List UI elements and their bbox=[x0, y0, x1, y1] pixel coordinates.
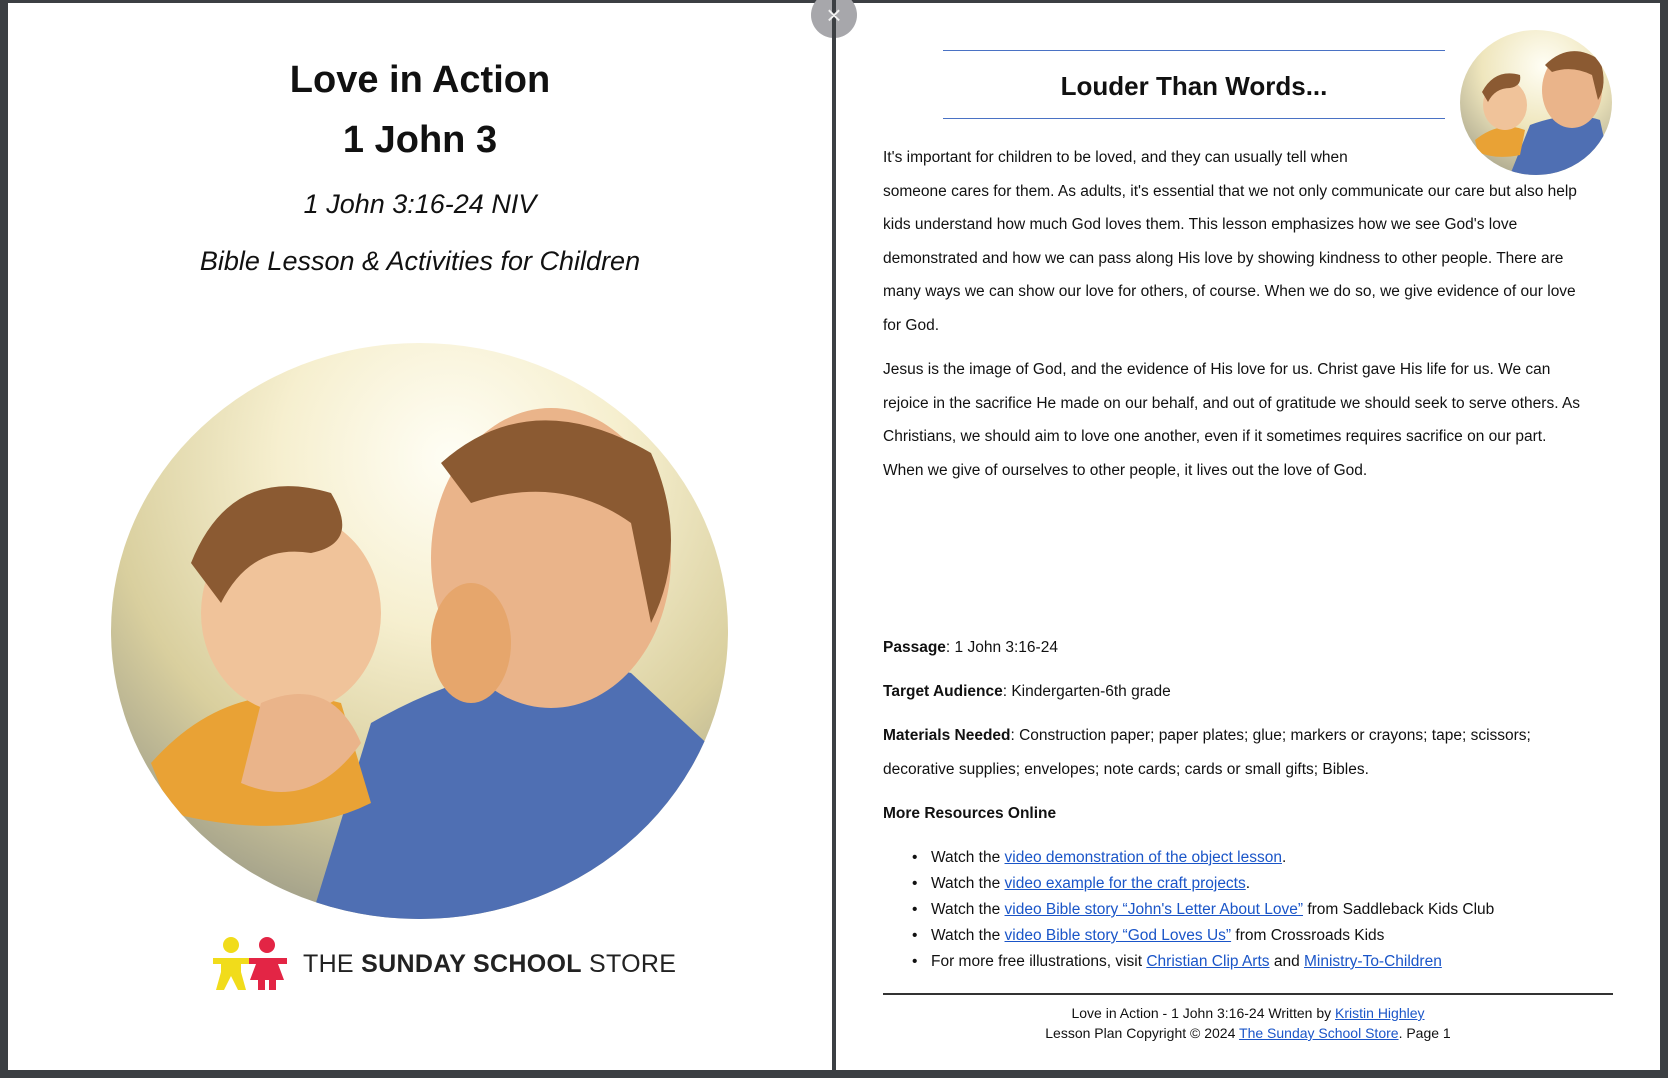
store-link[interactable]: The Sunday School Store bbox=[1239, 1025, 1399, 1041]
list-item: • Watch the video Bible story “John's Letter About Love” from Saddleback Kids Club bbox=[912, 897, 1494, 923]
heading-rule-top bbox=[943, 50, 1445, 51]
object-lesson-video-link[interactable]: video demonstration of the object lesson bbox=[1004, 849, 1282, 866]
section-heading: Louder Than Words... bbox=[1060, 71, 1328, 101]
footer-line-1: Love in Action - 1 John 3:16-24 Written by Kristin Highley bbox=[1071, 1005, 1425, 1021]
logo-text: THE SUNDAY SCHOOL STORE bbox=[303, 949, 677, 978]
hero-illustration bbox=[111, 343, 728, 919]
list-item: • Watch the video demonstration of the object lesson. bbox=[912, 845, 1494, 871]
god-loves-us-video-link[interactable]: video Bible story “God Loves Us” bbox=[1004, 927, 1232, 944]
paragraph-1: It's important for children to be loved, and they can usually tell when someone cares for them. As adults, it's essential that we not only communicate our care but also help kids understand how much God loves them. This lesson emphasizes how we see God's love demonstrated and how we can pass along His love by showing kindness to other people. There are many ways we can show our love for others, of course. When we do so, we give evidence of our love for God. bbox=[883, 149, 1577, 334]
footer-rule bbox=[883, 993, 1613, 995]
audience-field: Target Audience: Kindergarten-6th grade bbox=[883, 683, 1171, 700]
passage-field: Passage: 1 John 3:16-24 bbox=[883, 639, 1058, 656]
resources-list bbox=[912, 845, 1494, 975]
subtitle: Bible Lesson & Activities for Children bbox=[199, 246, 641, 276]
christian-clip-arts-link[interactable]: Christian Clip Arts bbox=[1146, 953, 1270, 970]
list-item: • For more free illustrations, visit Christian Clip Arts and Ministry-To-Children bbox=[912, 949, 1494, 975]
close-icon: × bbox=[826, 0, 842, 30]
resources-title: More Resources Online bbox=[883, 805, 1057, 822]
list-item: • Watch the video Bible story “God Loves Us” from Crossroads Kids bbox=[912, 923, 1494, 949]
logo-figures-icon bbox=[211, 936, 289, 992]
footer-line-2: Lesson Plan Copyright © 2024 The Sunday School Store. Page 1 bbox=[1045, 1025, 1451, 1041]
list-item: • Watch the video example for the craft projects. bbox=[912, 871, 1494, 897]
logo bbox=[211, 936, 676, 992]
page-right bbox=[836, 3, 1660, 1070]
ministry-to-children-link[interactable]: Ministry-To-Children bbox=[1304, 953, 1442, 970]
johns-letter-video-link[interactable]: video Bible story “John's Letter About Love” bbox=[1004, 901, 1304, 918]
author-link[interactable]: Kristin Highley bbox=[1335, 1005, 1425, 1021]
title: Love in Action bbox=[289, 59, 551, 101]
materials-field: Materials Needed: Construction paper; paper plates; glue; markers or crayons; tape; scissors; decorative supplies; envelopes; note cards; cards or small gifts; Bibles. bbox=[883, 727, 1531, 778]
reference: 1 John 3:16-24 NIV bbox=[303, 189, 537, 219]
page-left bbox=[8, 3, 832, 1070]
paragraph-2: Jesus is the image of God, and the evidence of His love for us. Christ gave His life for us. We can rejoice in the sacrifice He made on our behalf, and out of gratitude we should seek to serve others. As Christians, we should aim to love one another, even if it sometimes requires sacrifice on our part. When we give of ourselves to other people, it lives out the love of God. bbox=[883, 361, 1581, 479]
title-passage: 1 John 3 bbox=[342, 119, 498, 161]
craft-video-link[interactable]: video example for the craft projects bbox=[1004, 875, 1246, 892]
heading-rule-bottom bbox=[943, 118, 1445, 119]
